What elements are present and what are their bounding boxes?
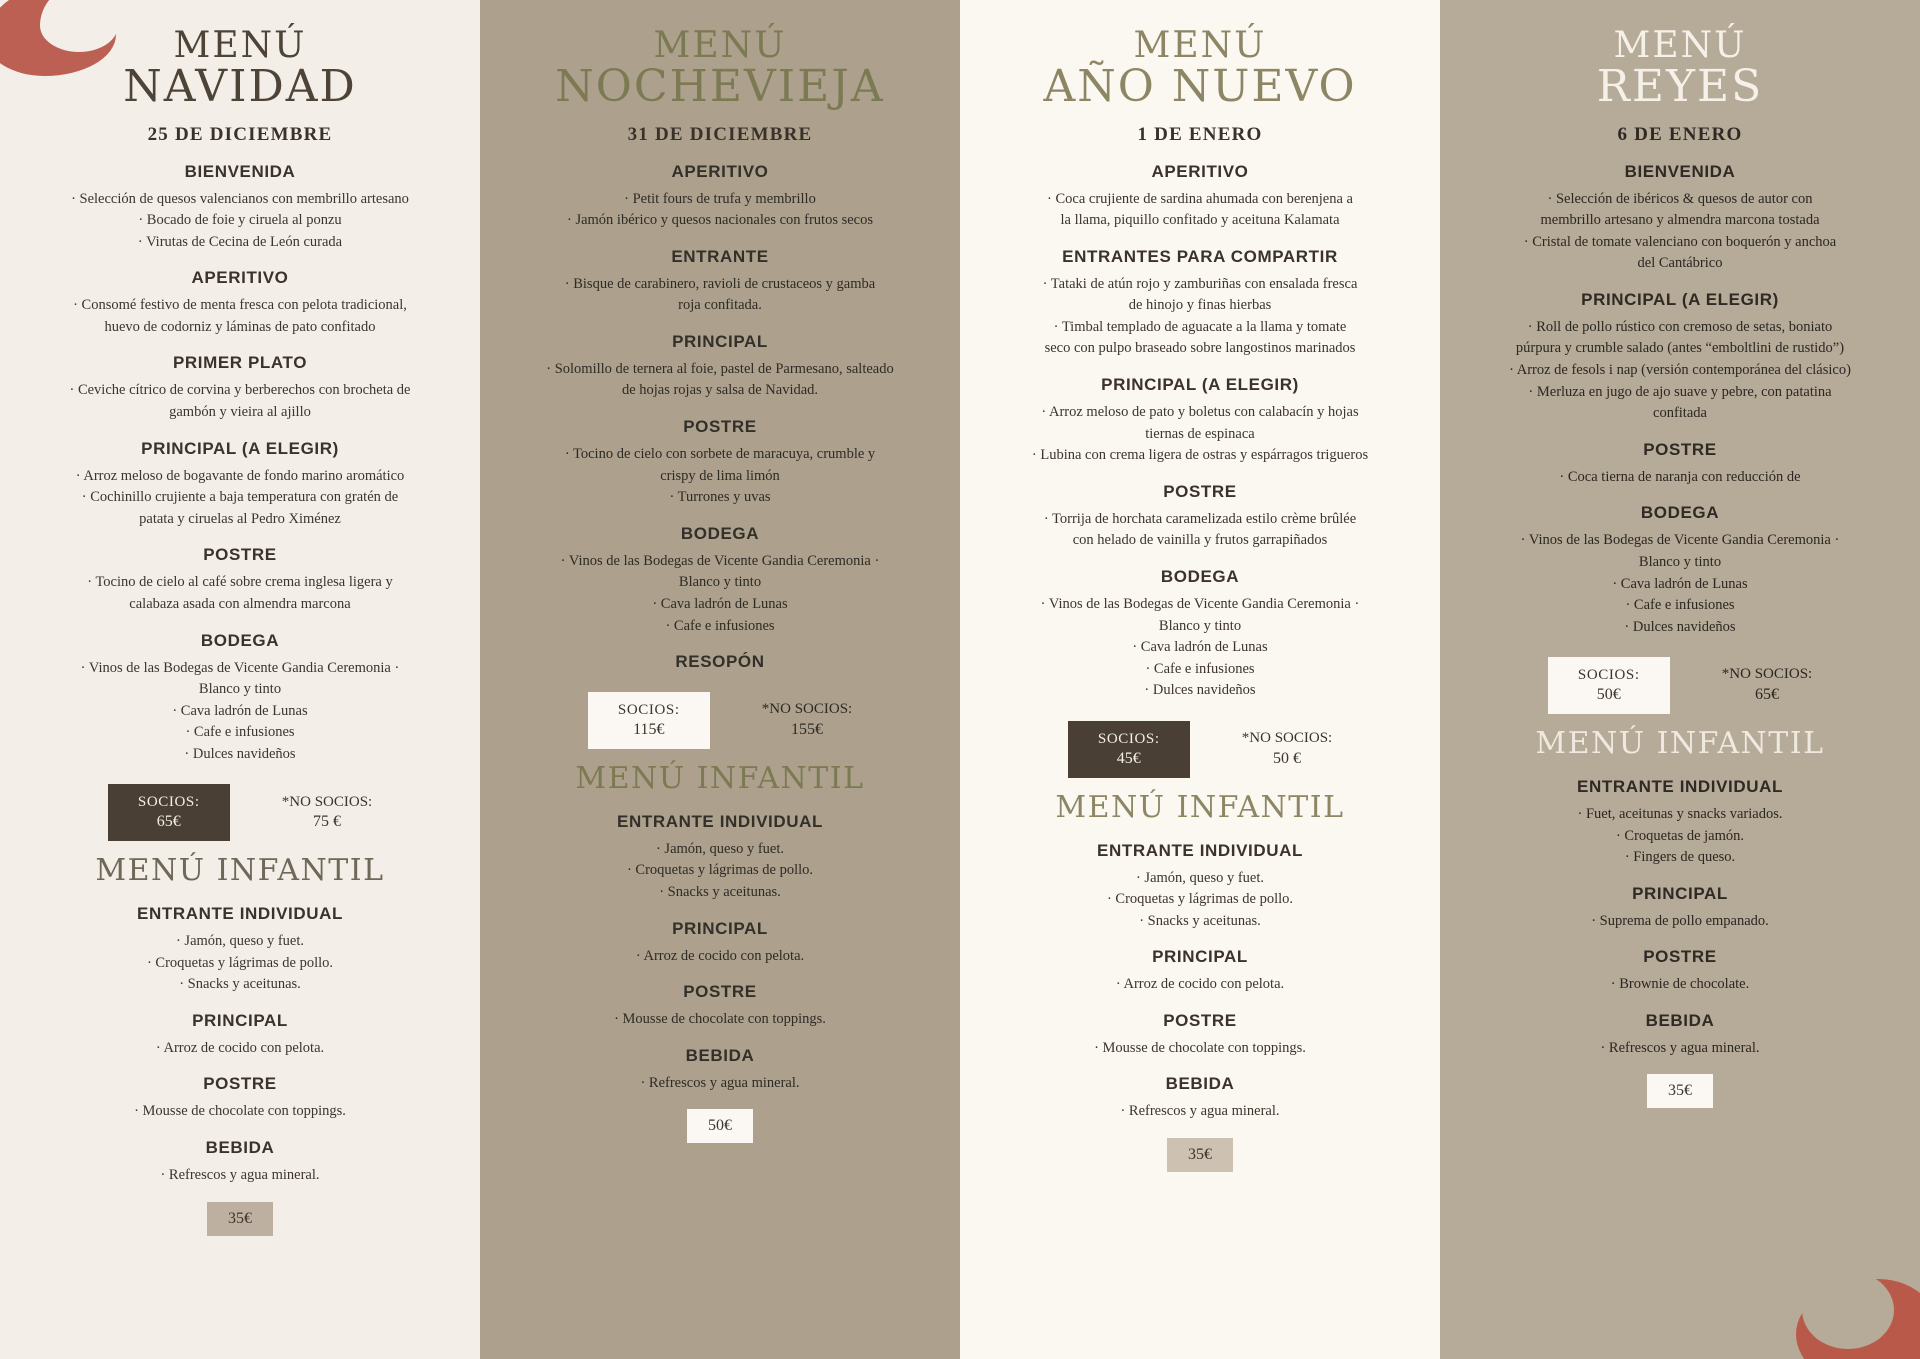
menu-line: · Dulces navideños [1144, 682, 1256, 699]
section-heading: PRIMER PLATO [172, 353, 308, 373]
section-heading: POSTRE [683, 417, 757, 437]
menu-line: · Coca crujiente de sardina ahumada con berenjena a [1047, 190, 1353, 207]
menu-column-content [994, 25, 1406, 1172]
section-lines [514, 551, 926, 636]
section-heading: POSTRE [203, 1074, 277, 1094]
section-heading: BIENVENIDA [184, 161, 296, 181]
section-heading: PRINCIPAL [672, 331, 768, 351]
section-heading: BEBIDA [205, 1138, 275, 1158]
menu-line: · Coca tierna de naranja con reducción de [1559, 468, 1801, 485]
menu-line: · Selección de ibéricos & quesos de autor con [1547, 190, 1813, 207]
menu-title-line1: MENÚ [653, 25, 787, 66]
section-heading: BODEGA [1640, 503, 1720, 523]
no-socios-label: *NO SOCIOS: [1721, 666, 1813, 683]
menu-line: · Vinos de las Bodegas de Vicente Gandia Ceremonia · [80, 659, 400, 676]
no-socios-price [1722, 665, 1812, 705]
kids-menu-price: 35€ [1647, 1074, 1713, 1108]
no-socios-price [282, 793, 372, 833]
menu-line: · Fingers de queso. [1624, 849, 1736, 866]
price-row [514, 692, 926, 749]
section-lines [1474, 804, 1886, 868]
menu-line: · Cochinillo crujiente a baja temperatura con gratén de [81, 489, 399, 506]
section-lines [34, 295, 446, 337]
menu-line: confitada [1653, 405, 1707, 422]
menu-line: · Tocino de cielo con sorbete de maracuya, crumble y [564, 446, 876, 463]
section-lines [1474, 911, 1886, 932]
menu-line: del Cantábrico [1637, 255, 1723, 272]
menu-column-content [1474, 25, 1886, 1108]
socios-label: SOCIOS: [137, 794, 200, 811]
kids-menu-title: MENÚ INFANTIL [1535, 726, 1825, 762]
menu-line: de hojas rojas y salsa de Navidad. [621, 382, 819, 399]
menu-line: huevo de codorniz y láminas de pato confitado [104, 318, 376, 335]
menu-line: seco con pulpo braseado sobre langostinos marinados [1044, 340, 1356, 357]
menu-line: · Cava ladrón de Lunas [172, 702, 308, 719]
section-lines [514, 189, 926, 231]
menu-line: tiernas de espinaca [1145, 425, 1255, 442]
socios-label: SOCIOS: [1577, 667, 1640, 684]
section-heading: APERITIVO [191, 268, 289, 288]
menu-line: Blanco y tinto [1638, 553, 1722, 570]
menu-line: con helado de vainilla y frutos garrapiñados [1072, 532, 1328, 549]
menu-title-line1: MENÚ [173, 25, 307, 66]
section-heading: BEBIDA [1165, 1074, 1235, 1094]
section-heading: BEBIDA [685, 1045, 755, 1065]
section-heading: PRINCIPAL (A ELEGIR) [1101, 375, 1299, 395]
menu-line: · Cava ladrón de Lunas [1612, 575, 1748, 592]
menu-line: · Jamón, queso y fuet. [655, 840, 785, 857]
price-row [994, 721, 1406, 778]
menu-line: calabaza asada con almendra marcona [129, 595, 351, 612]
menu-line: · Croquetas y lágrimas de pollo. [626, 862, 814, 879]
section-heading: ENTRANTE INDIVIDUAL [617, 811, 823, 831]
menu-line: · Mousse de chocolate con toppings. [1094, 1039, 1306, 1056]
menu-line: · Tataki de atún rojo y zamburiñas con ensalada fresca [1042, 275, 1358, 292]
menu-date: 31 DE DICIEMBRE [627, 123, 813, 145]
section-heading: ENTRANTE INDIVIDUAL [137, 904, 343, 924]
menu-line: · Croquetas de jamón. [1615, 827, 1745, 844]
section-lines [994, 1038, 1406, 1059]
menu-line: · Cafe e infusiones [1625, 597, 1735, 614]
section-lines [1474, 189, 1886, 274]
section-heading: ENTRANTE [671, 246, 769, 266]
menu-line: · Ceviche cítrico de corvina y berberechos con brocheta de [69, 382, 411, 399]
no-socios-label: *NO SOCIOS: [761, 701, 853, 718]
menu-column-content [514, 25, 926, 1143]
section-heading: ENTRANTE INDIVIDUAL [1577, 777, 1783, 797]
section-lines [994, 974, 1406, 995]
menu-line: · Roll de pollo rústico con cremoso de setas, boniato [1527, 318, 1833, 335]
menu-line: · Mousse de chocolate con toppings. [614, 1011, 826, 1028]
section-heading: APERITIVO [671, 161, 769, 181]
socios-label: SOCIOS: [617, 702, 680, 719]
section-heading: BODEGA [680, 523, 760, 543]
menu-line: crispy de lima limón [660, 467, 780, 484]
menu-line: · Lubina con crema ligera de ostras y espárragos trigueros [1031, 447, 1369, 464]
menu-line: Blanco y tinto [198, 681, 282, 698]
section-heading: PRINCIPAL (A ELEGIR) [141, 438, 339, 458]
no-socios-value: 50 € [1273, 749, 1301, 767]
section-lines [34, 380, 446, 422]
menu-line: patata y ciruelas al Pedro Ximénez [139, 510, 341, 527]
menu-date: 6 DE ENERO [1617, 123, 1743, 145]
menu-title-line2: REYES [1596, 60, 1764, 112]
section-lines [34, 572, 446, 614]
section-heading: PRINCIPAL [1632, 883, 1728, 903]
menu-line: la llama, piquillo confitado y aceituna Kalamata [1060, 212, 1340, 229]
price-row [34, 784, 446, 841]
menu-title-line1: MENÚ [1133, 25, 1267, 66]
menu-line: · Jamón ibérico y quesos nacionales con frutos secos [566, 212, 874, 229]
section-lines [1474, 1038, 1886, 1059]
section-lines [994, 594, 1406, 701]
menu-line: · Arroz de cocido con pelota. [635, 947, 805, 964]
section-lines [994, 274, 1406, 359]
menu-line: · Petit fours de trufa y membrillo [624, 190, 816, 207]
socios-price: 65€ [156, 813, 181, 831]
menu-title [34, 25, 446, 112]
menu-line: · Turrones y uvas [669, 489, 771, 506]
socios-label: SOCIOS: [1097, 730, 1160, 747]
menu-line: · Bocado de foie y ciruela al ponzu [138, 212, 342, 229]
menu-line: · Jamón, queso y fuet. [175, 933, 305, 950]
section-lines [514, 1073, 926, 1094]
menu-line: · Refrescos y agua mineral. [1120, 1103, 1280, 1120]
section-lines [34, 931, 446, 995]
section-heading: BIENVENIDA [1624, 161, 1736, 181]
section-lines [994, 189, 1406, 231]
menu-line: · Solomillo de ternera al foie, pastel de Parmesano, salteado [546, 360, 894, 377]
menu-title-line2: AÑO NUEVO [1043, 60, 1357, 112]
menu-line: membrillo artesano y almendra marcona tostada [1540, 212, 1820, 229]
menu-date: 25 DE DICIEMBRE [147, 123, 333, 145]
section-lines [994, 509, 1406, 551]
menu-line: · Refrescos y agua mineral. [640, 1074, 800, 1091]
section-heading: PRINCIPAL (A ELEGIR) [1581, 289, 1779, 309]
socios-price-box [1548, 657, 1670, 714]
menu-line: · Vinos de las Bodegas de Vicente Gandia Ceremonia · [1520, 532, 1840, 549]
menu-line: púrpura y crumble salado (antes “emboltlini de rustido”) [1515, 340, 1845, 357]
no-socios-price [762, 700, 852, 740]
menu-line: · Vinos de las Bodegas de Vicente Gandia Ceremonia · [1040, 595, 1360, 612]
section-lines [1474, 974, 1886, 995]
section-lines [514, 946, 926, 967]
menu-line: · Snacks y aceitunas. [1139, 912, 1261, 929]
socios-price: 115€ [633, 720, 665, 738]
section-lines [514, 839, 926, 903]
menu-title [1474, 25, 1886, 112]
section-lines [1474, 467, 1886, 488]
price-row [1474, 657, 1886, 714]
section-lines [514, 274, 926, 316]
menu-line: · Brownie de chocolate. [1610, 976, 1750, 993]
menu-line: · Cafe e infusiones [665, 617, 775, 634]
menu-line: · Arroz meloso de pato y boletus con calabacín y hojas [1041, 404, 1359, 421]
menu-column-reyes [1440, 0, 1920, 1359]
menu-line: · Consomé festivo de menta fresca con pelota tradicional, [73, 297, 407, 314]
kids-menu-title: MENÚ INFANTIL [95, 853, 385, 889]
menu-line: · Arroz de cocido con pelota. [155, 1039, 325, 1056]
socios-price-box [108, 784, 230, 841]
section-lines [1474, 530, 1886, 637]
menu-line: · Mousse de chocolate con toppings. [134, 1103, 346, 1120]
menu-line: · Arroz de cocido con pelota. [1115, 976, 1285, 993]
menu-line: · Torrija de horchata caramelizada estilo crème brûlée [1043, 510, 1357, 527]
section-heading: BODEGA [200, 630, 280, 650]
menu-line: · Snacks y aceitunas. [659, 884, 781, 901]
menu-line: · Arroz meloso de bogavante de fondo marino aromático [75, 467, 405, 484]
section-lines [1474, 317, 1886, 424]
no-socios-label: *NO SOCIOS: [1241, 730, 1333, 747]
no-socios-label: *NO SOCIOS: [281, 793, 373, 810]
menu-line: · Dulces navideños [184, 745, 296, 762]
section-lines [514, 1009, 926, 1030]
kids-menu-price: 35€ [207, 1202, 273, 1236]
menu-title-line2: NOCHEVIEJA [555, 60, 885, 112]
kids-menu-price: 35€ [1167, 1138, 1233, 1172]
menu-date: 1 DE ENERO [1137, 123, 1263, 145]
menu-line: · Cristal de tomate valenciano con boquerón y anchoa [1523, 233, 1837, 250]
section-heading: POSTRE [1643, 439, 1717, 459]
section-heading: PRINCIPAL [672, 918, 768, 938]
socios-price-box [588, 692, 710, 749]
no-socios-value: 65€ [1755, 685, 1779, 703]
kids-menu-title: MENÚ INFANTIL [1055, 789, 1345, 825]
menu-line: · Dulces navideños [1624, 618, 1736, 635]
section-lines [34, 189, 446, 253]
section-lines [34, 1038, 446, 1059]
menu-column-ano-nuevo [960, 0, 1440, 1359]
no-socios-value: 75 € [313, 813, 341, 831]
kids-menu-price: 50€ [687, 1109, 753, 1143]
section-lines [994, 402, 1406, 466]
section-lines [34, 1101, 446, 1122]
section-heading: POSTRE [1643, 947, 1717, 967]
menu-line: · Bisque de carabinero, ravioli de crustaceos y gamba [564, 275, 876, 292]
menu-line: · Arroz de fesols i nap (versión contemporánea del clásico) [1509, 362, 1851, 379]
section-lines [994, 1101, 1406, 1122]
menu-line: · Jamón, queso y fuet. [1135, 869, 1265, 886]
menu-line: · Cafe e infusiones [185, 724, 295, 741]
menu-title [514, 25, 926, 112]
section-lines [514, 444, 926, 508]
menu-line: · Merluza en jugo de ajo suave y pebre, con patatina [1528, 383, 1832, 400]
section-heading: PRINCIPAL [192, 1010, 288, 1030]
decorative-blob-icon [1796, 1279, 1920, 1359]
section-lines [514, 359, 926, 401]
section-heading: BEBIDA [1645, 1010, 1715, 1030]
menu-line: roja confitada. [678, 297, 762, 314]
section-heading: POSTRE [203, 545, 277, 565]
section-heading: ENTRANTES PARA COMPARTIR [1062, 246, 1338, 266]
kids-menu-title: MENÚ INFANTIL [575, 760, 865, 796]
menu-line: gambón y vieira al ajillo [169, 404, 311, 421]
menu-line: · Snacks y aceitunas. [179, 976, 301, 993]
section-heading: ENTRANTE INDIVIDUAL [1097, 840, 1303, 860]
menu-line: · Virutas de Cecina de León curada [137, 233, 343, 250]
menu-line: de hinojo y finas hierbas [1128, 297, 1272, 314]
menu-line: · Cava ladrón de Lunas [652, 595, 788, 612]
menu-line: · Selección de quesos valencianos con membrillo artesano [71, 190, 409, 207]
section-heading: PRINCIPAL [1152, 947, 1248, 967]
section-lines [34, 658, 446, 765]
section-heading: RESOPÓN [675, 652, 765, 672]
menu-line: · Refrescos y agua mineral. [160, 1167, 320, 1184]
section-heading: BODEGA [1160, 566, 1240, 586]
no-socios-value: 155€ [791, 720, 823, 738]
menu-line: · Croquetas y lágrimas de pollo. [146, 954, 334, 971]
no-socios-price [1242, 729, 1332, 769]
menu-line: · Cava ladrón de Lunas [1132, 639, 1268, 656]
socios-price: 50€ [1596, 686, 1621, 704]
section-heading: APERITIVO [1151, 161, 1249, 181]
socios-price-box [1068, 721, 1190, 778]
section-lines [994, 868, 1406, 932]
menu-title [994, 25, 1406, 112]
menu-column-content [34, 25, 446, 1236]
menu-line: · Tocino de cielo al café sobre crema inglesa ligera y [87, 574, 393, 591]
menu-line: · Fuet, aceitunas y snacks variados. [1577, 806, 1783, 823]
menu-column-nochevieja [480, 0, 960, 1359]
section-heading: POSTRE [683, 982, 757, 1002]
menu-line: Blanco y tinto [678, 574, 762, 591]
menu-line: · Timbal templado de aguacate a la llama y tomate [1053, 318, 1347, 335]
section-heading: POSTRE [1163, 481, 1237, 501]
menu-column-navidad [0, 0, 480, 1359]
socios-price: 45€ [1116, 749, 1141, 767]
section-heading: POSTRE [1163, 1010, 1237, 1030]
menu-line: · Croquetas y lágrimas de pollo. [1106, 891, 1294, 908]
menu-line: · Vinos de las Bodegas de Vicente Gandia Ceremonia · [560, 552, 880, 569]
section-lines [34, 466, 446, 530]
menu-title-line2: NAVIDAD [123, 60, 357, 112]
menu-line: Blanco y tinto [1158, 617, 1242, 634]
menu-line: · Cafe e infusiones [1145, 660, 1255, 677]
menu-line: · Suprema de pollo empanado. [1591, 912, 1769, 929]
section-lines [34, 1165, 446, 1186]
menu-title-line1: MENÚ [1613, 25, 1747, 66]
menu-line: · Refrescos y agua mineral. [1600, 1039, 1760, 1056]
